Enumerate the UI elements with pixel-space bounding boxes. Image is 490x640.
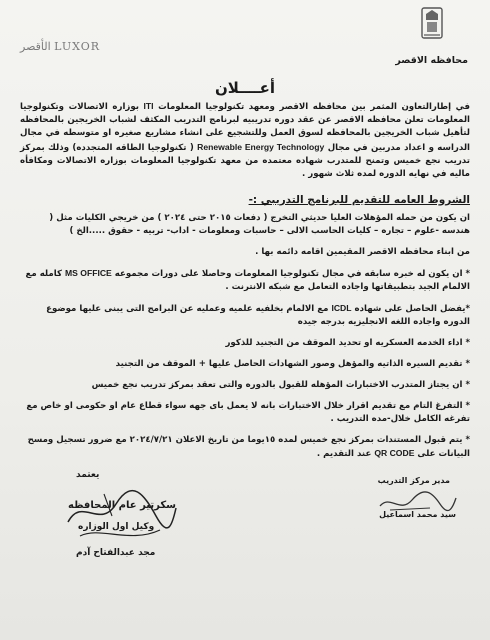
secretary-title: سكرتير عام المحافظه	[68, 500, 177, 511]
training-center-title: مدير مركز التدريب	[377, 476, 450, 485]
handwritten-signature-right	[370, 486, 460, 520]
condition-item: * ان يجتاز المتدرب الاختبارات المؤهله للقبول بالدوره والتى تعقد بمركز تدريب نجع خميس	[91, 380, 470, 390]
intro-iti: ITI	[143, 101, 154, 111]
condition-item: * ان يكون له خبره سابقه في مجال تكنولوجيا المعلومات وحاصلا على دورات مجموعه MS OFFICE كامله مع الالمام الجيد بتطبيقاتها واجاده التعامل مع شبكه الانترنت .	[25, 268, 470, 292]
governorate-emblem-icon	[418, 6, 446, 40]
announcement-title: أعــــلان	[214, 79, 276, 97]
condition-item: * التفرغ التام مع تقديم اقرار خلال الاختبارات بانه لا يعمل باى جهه سواء قطاع عام او حكومى او خاص مع تفرغه الكامل خلال-مده التدريب .	[26, 401, 470, 424]
section-heading: الشروط العامه للتقديم للبرنامج التدريبي :-	[248, 194, 470, 206]
intro-paragraph	[20, 100, 470, 181]
conditions-list	[20, 212, 470, 469]
deputy-title: وكيل اول الوزاره	[78, 522, 155, 532]
condition-item: * تقديم السيره الذاتيه والمؤهل وصور الشهادات الحاصل عليها + الموقف من التجنيد	[115, 359, 470, 369]
condition-item: من ابناء محافظه الاقصر المقيمين اقامه دائمه بها .	[255, 247, 470, 257]
governorate-name: محافظه الاقصر	[395, 55, 468, 66]
intro-renewable: Renewable Energy Technology	[197, 141, 325, 152]
training-center-name: سيد محمد اسماعيل	[379, 510, 456, 519]
handwritten-signature-left	[60, 486, 180, 556]
approval-label: يعتمد	[76, 470, 100, 480]
luxor-logo: الأقصر LUXOR	[20, 40, 101, 53]
condition-item: * اداء الخدمه العسكريه او تحديد الموقف من التجنيد للذكور	[225, 338, 470, 348]
intro-text-3: ( تكنولوجيا الطاقه المتجدده) وذلك بمركز تدريب نجع خميس وتمنح للمتدرب شهاده معتمده من معهد تكنولوجيا المعلومات بوزاره الاتصالات ومكافأه ماليه في نهايه الدوره لمده ثلاث شهور .	[20, 142, 470, 180]
deputy-name: مجد عبدالفتاح آدم	[76, 548, 156, 558]
condition-item: ان يكون من حمله المؤهلات العليا حديثي التخرج ( دفعات ٢٠١٥ حتى ٢٠٢٤ ) من خريجي الكليات مثل ( هندسه -علوم – تجاره – كليات الحاسب الالى – حاسبات ومعلومات - اداب- تربيه - حقوق .....الخ )	[49, 213, 470, 236]
condition-item: *يفضل الحاصل على شهاده ICDL مع الالمام بخلفيه علميه وعمليه عن البرامج التى يبنى عليها موضوع الدوره واجاده اللغه الانجليزيه بدرجه جيده	[46, 303, 470, 327]
intro-text-1: في إطارالتعاون المثمر بين محافظه الاقصر ومعهد تكنولوجيا المعلومات	[158, 102, 470, 112]
condition-item: * يتم قبول المستندات بمركز نجع خميس لمده ١٥يوما من تاريخ الاعلان ٢٠٢٤/٧/٢١ مع ضرور تسجيل ومسح البيانات على QR CODE عند التقديم .	[27, 435, 470, 459]
intro-text-2: بوزاره الاتصالات وتكنولوجيا المعلومات تعلن محافظه الاقصر عن عقد دوره تدريبيه لبرنامج التدريب المكثف لشباب الخريجين بالمحافظه لتأهيل شباب الخريجين بالمحافظه لسوق العمل وللتشجيع على انشاء مشاريع صغيره او متوسطه في مجال الدراسه و اعداد مدربين في مجال	[20, 102, 470, 153]
